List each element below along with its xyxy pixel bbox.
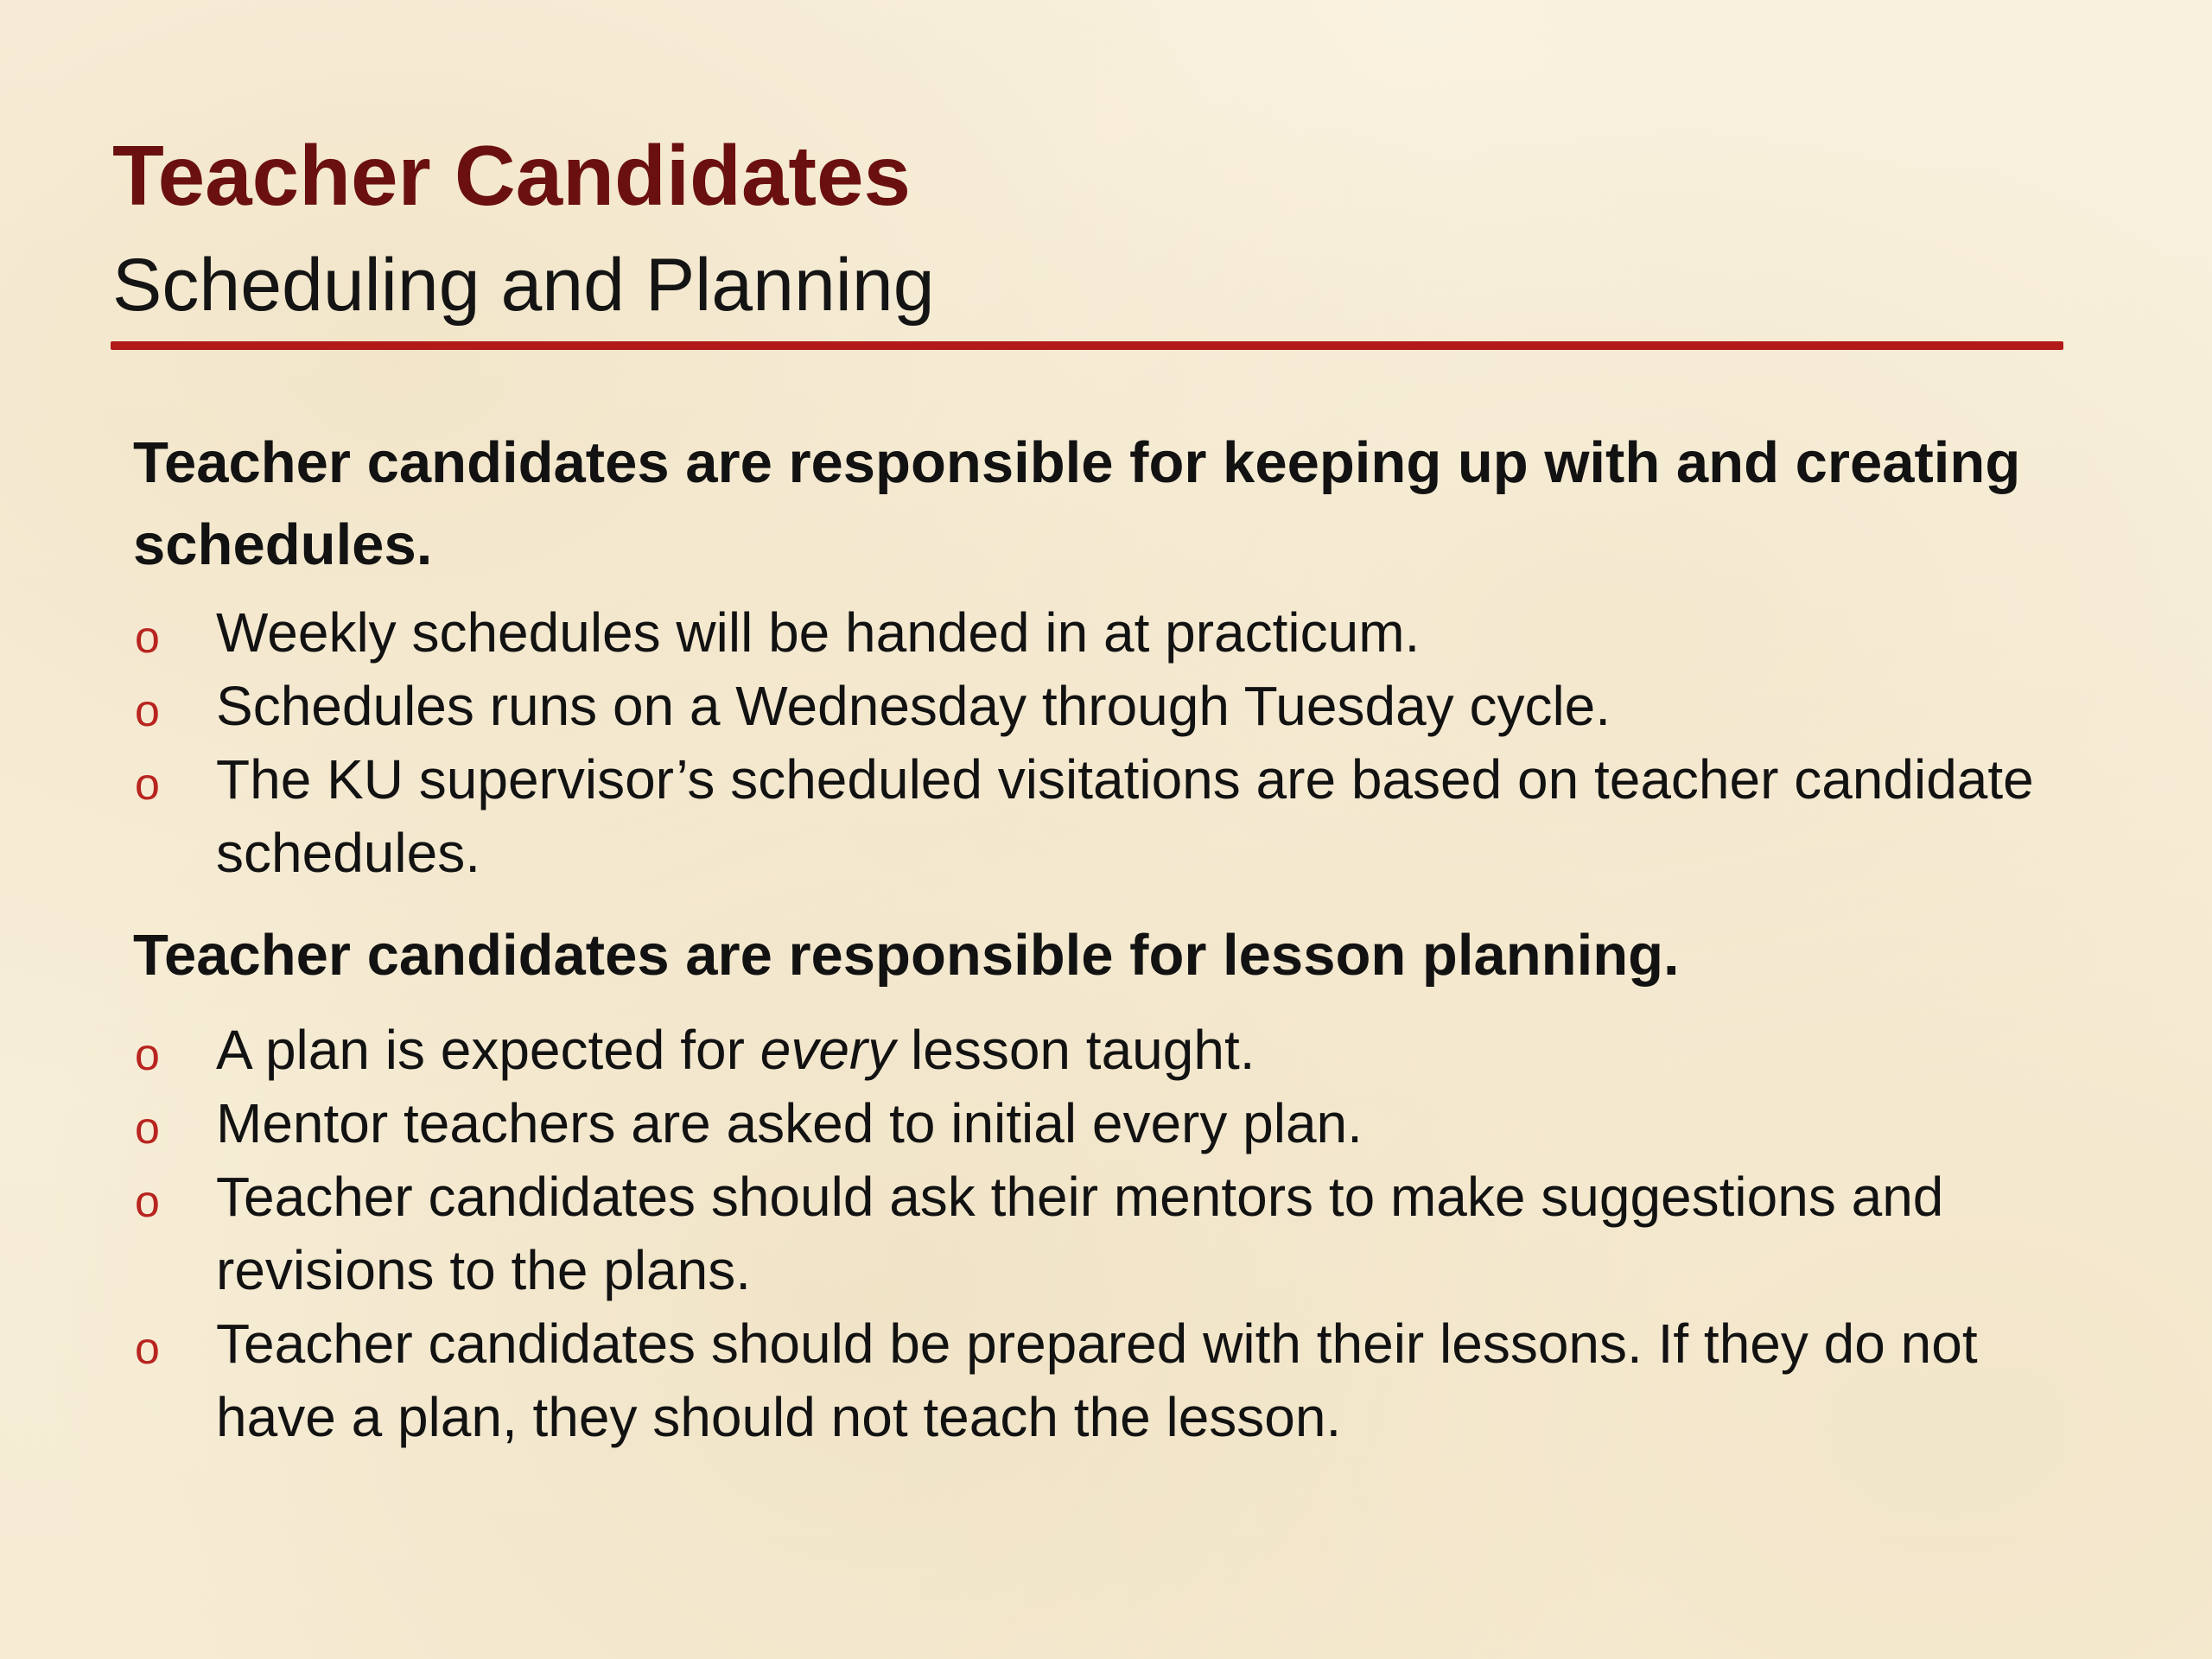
- bullet-circle-icon: o: [135, 686, 160, 736]
- title-divider: [111, 341, 2063, 350]
- bullet-text: [216, 1019, 1255, 1081]
- slide-subtitle: Scheduling and Planning: [112, 244, 935, 327]
- section-heading-schedules: Teacher candidates are responsible for keeping up with and creating schedules.: [133, 430, 2021, 577]
- bullet-text: Schedules runs on a Wednesday through Tuesday cycle.: [216, 675, 1611, 737]
- list-item: [133, 1087, 2077, 1160]
- bullet-circle-icon: o: [135, 613, 160, 663]
- slide-body: [133, 422, 2077, 1454]
- bullet-circle-icon: o: [135, 1030, 160, 1080]
- bullet-text: Mentor teachers are asked to initial every plan.: [216, 1092, 1363, 1154]
- list-item: [133, 1014, 2077, 1087]
- bullet-circle-icon: o: [135, 1103, 160, 1154]
- bullet-circle-icon: o: [135, 1324, 160, 1374]
- list-item: [133, 1307, 2077, 1454]
- slide-title: Teacher Candidates: [112, 128, 912, 223]
- list-item: [133, 743, 2077, 890]
- bullet-text: Teacher candidates should be prepared with their lessons. If they do not have a plan, they should not teach the lesson.: [216, 1313, 1978, 1448]
- bullet-text: Weekly schedules will be handed in at practicum.: [216, 601, 1421, 664]
- bullet-list-schedules: [133, 596, 2077, 890]
- bullet-list-lesson-planning: [133, 1014, 2077, 1454]
- list-item: [133, 1160, 2077, 1307]
- bullet-text: The KU supervisor’s scheduled visitations are based on teacher candidate schedules.: [216, 748, 2034, 884]
- bullet-circle-icon: o: [135, 760, 160, 810]
- bullet-text-end: lesson taught.: [895, 1019, 1255, 1081]
- list-item: [133, 670, 2077, 743]
- bullet-text: Teacher candidates should ask their mentors to make suggestions and revisions to the plans.: [216, 1166, 1944, 1301]
- emphasis-every: every: [760, 1019, 896, 1081]
- bullet-circle-icon: o: [135, 1177, 160, 1227]
- bullet-text-start: A plan is expected for: [216, 1019, 760, 1081]
- list-item: [133, 596, 2077, 670]
- section-heading-lesson-planning: Teacher candidates are responsible for lesson planning.: [133, 923, 1680, 988]
